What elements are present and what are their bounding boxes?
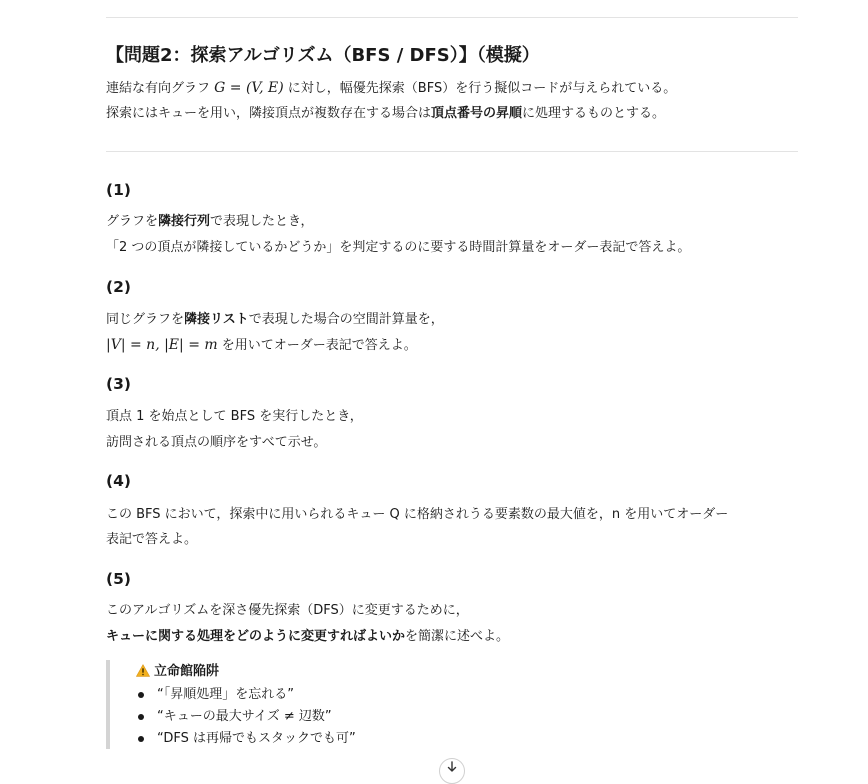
question-emphasis: 隣接行列 <box>158 214 211 229</box>
question-3-line-1: 頂点 1 を始点として BFS を実行したとき， <box>106 409 363 424</box>
question-4-line-1: この BFS において，探索中に用いられるキュー Q に格納されうる要素数の最大値を，n を用いてオーダー <box>106 507 729 522</box>
question-1-label: (1) <box>106 181 131 199</box>
question-text: で表現したとき， <box>210 214 314 229</box>
bullet-icon <box>138 736 144 742</box>
question-5-line-2 <box>106 627 509 647</box>
intro-line-2 <box>106 104 665 124</box>
scroll-down-button[interactable] <box>439 758 465 784</box>
question-2-line-2 <box>106 335 417 356</box>
intro-text: に処理するものとする。 <box>522 106 666 121</box>
list-item <box>138 684 356 706</box>
trap-callout <box>106 660 610 749</box>
intro-text: 探索にはキューを用い，隣接頂点が複数存在する場合は <box>106 106 432 121</box>
size-formula: |V| = n, |E| = m <box>106 337 218 353</box>
section-divider <box>106 151 798 152</box>
question-5-line-1: このアルゴリズムを深さ優先探索（DFS）に変更するために， <box>106 603 469 618</box>
list-item-text: “「昇順処理」を忘れる” <box>157 687 294 702</box>
list-item-text: “DFS は再帰でもスタックでも可” <box>157 731 356 746</box>
list-item <box>138 728 356 750</box>
question-1-line-2: 「2 つの頂点が隣接しているかどうか」を判定するのに要する時間計算量をオーダー表記で答えよ。 <box>106 240 691 255</box>
intro-line-1 <box>106 78 676 99</box>
question-3-label: (3) <box>106 375 131 393</box>
question-emphasis: 隣接リスト <box>184 312 249 327</box>
callout-list <box>138 684 356 750</box>
arrow-down-icon <box>447 761 457 773</box>
callout-title-text: 立命館陥阱 <box>154 664 220 679</box>
bullet-icon <box>138 692 144 698</box>
question-4-line-2: 表記で答えよ。 <box>106 532 198 547</box>
question-2-line-1 <box>106 310 444 330</box>
question-5-label: (5) <box>106 570 131 588</box>
list-item <box>138 706 356 728</box>
question-1-line-1 <box>106 212 314 232</box>
question-emphasis: キューに関する処理をどのように変更すればよいか <box>106 629 406 644</box>
question-text: 同じグラフを <box>106 312 185 327</box>
question-text: を簡潔に述べよ。 <box>405 629 510 644</box>
question-text: グラフを <box>106 214 159 229</box>
warning-icon <box>136 664 150 677</box>
top-divider <box>106 17 798 18</box>
question-4-label: (4) <box>106 472 131 490</box>
question-3-line-2: 訪問される頂点の順序をすべて示せ。 <box>106 435 327 450</box>
page-title: 【問題2：探索アルゴリズム（BFS / DFS）】（模擬） <box>106 45 540 66</box>
callout-title <box>136 662 219 682</box>
list-item-text: “キューの最大サイズ ≠ 辺数” <box>157 709 332 724</box>
intro-text: 連結な有向グラフ <box>106 81 215 96</box>
question-2-label: (2) <box>106 278 131 296</box>
intro-emphasis: 頂点番号の昇順 <box>431 106 523 121</box>
intro-text: に対し，幅優先探索（BFS）を行う擬似コードが与えられている。 <box>283 81 677 96</box>
question-text: を用いてオーダー表記で答えよ。 <box>217 338 417 353</box>
graph-formula: G = (V, E) <box>214 80 284 96</box>
question-text: で表現した場合の空間計算量を， <box>248 312 444 327</box>
bullet-icon <box>138 714 144 720</box>
